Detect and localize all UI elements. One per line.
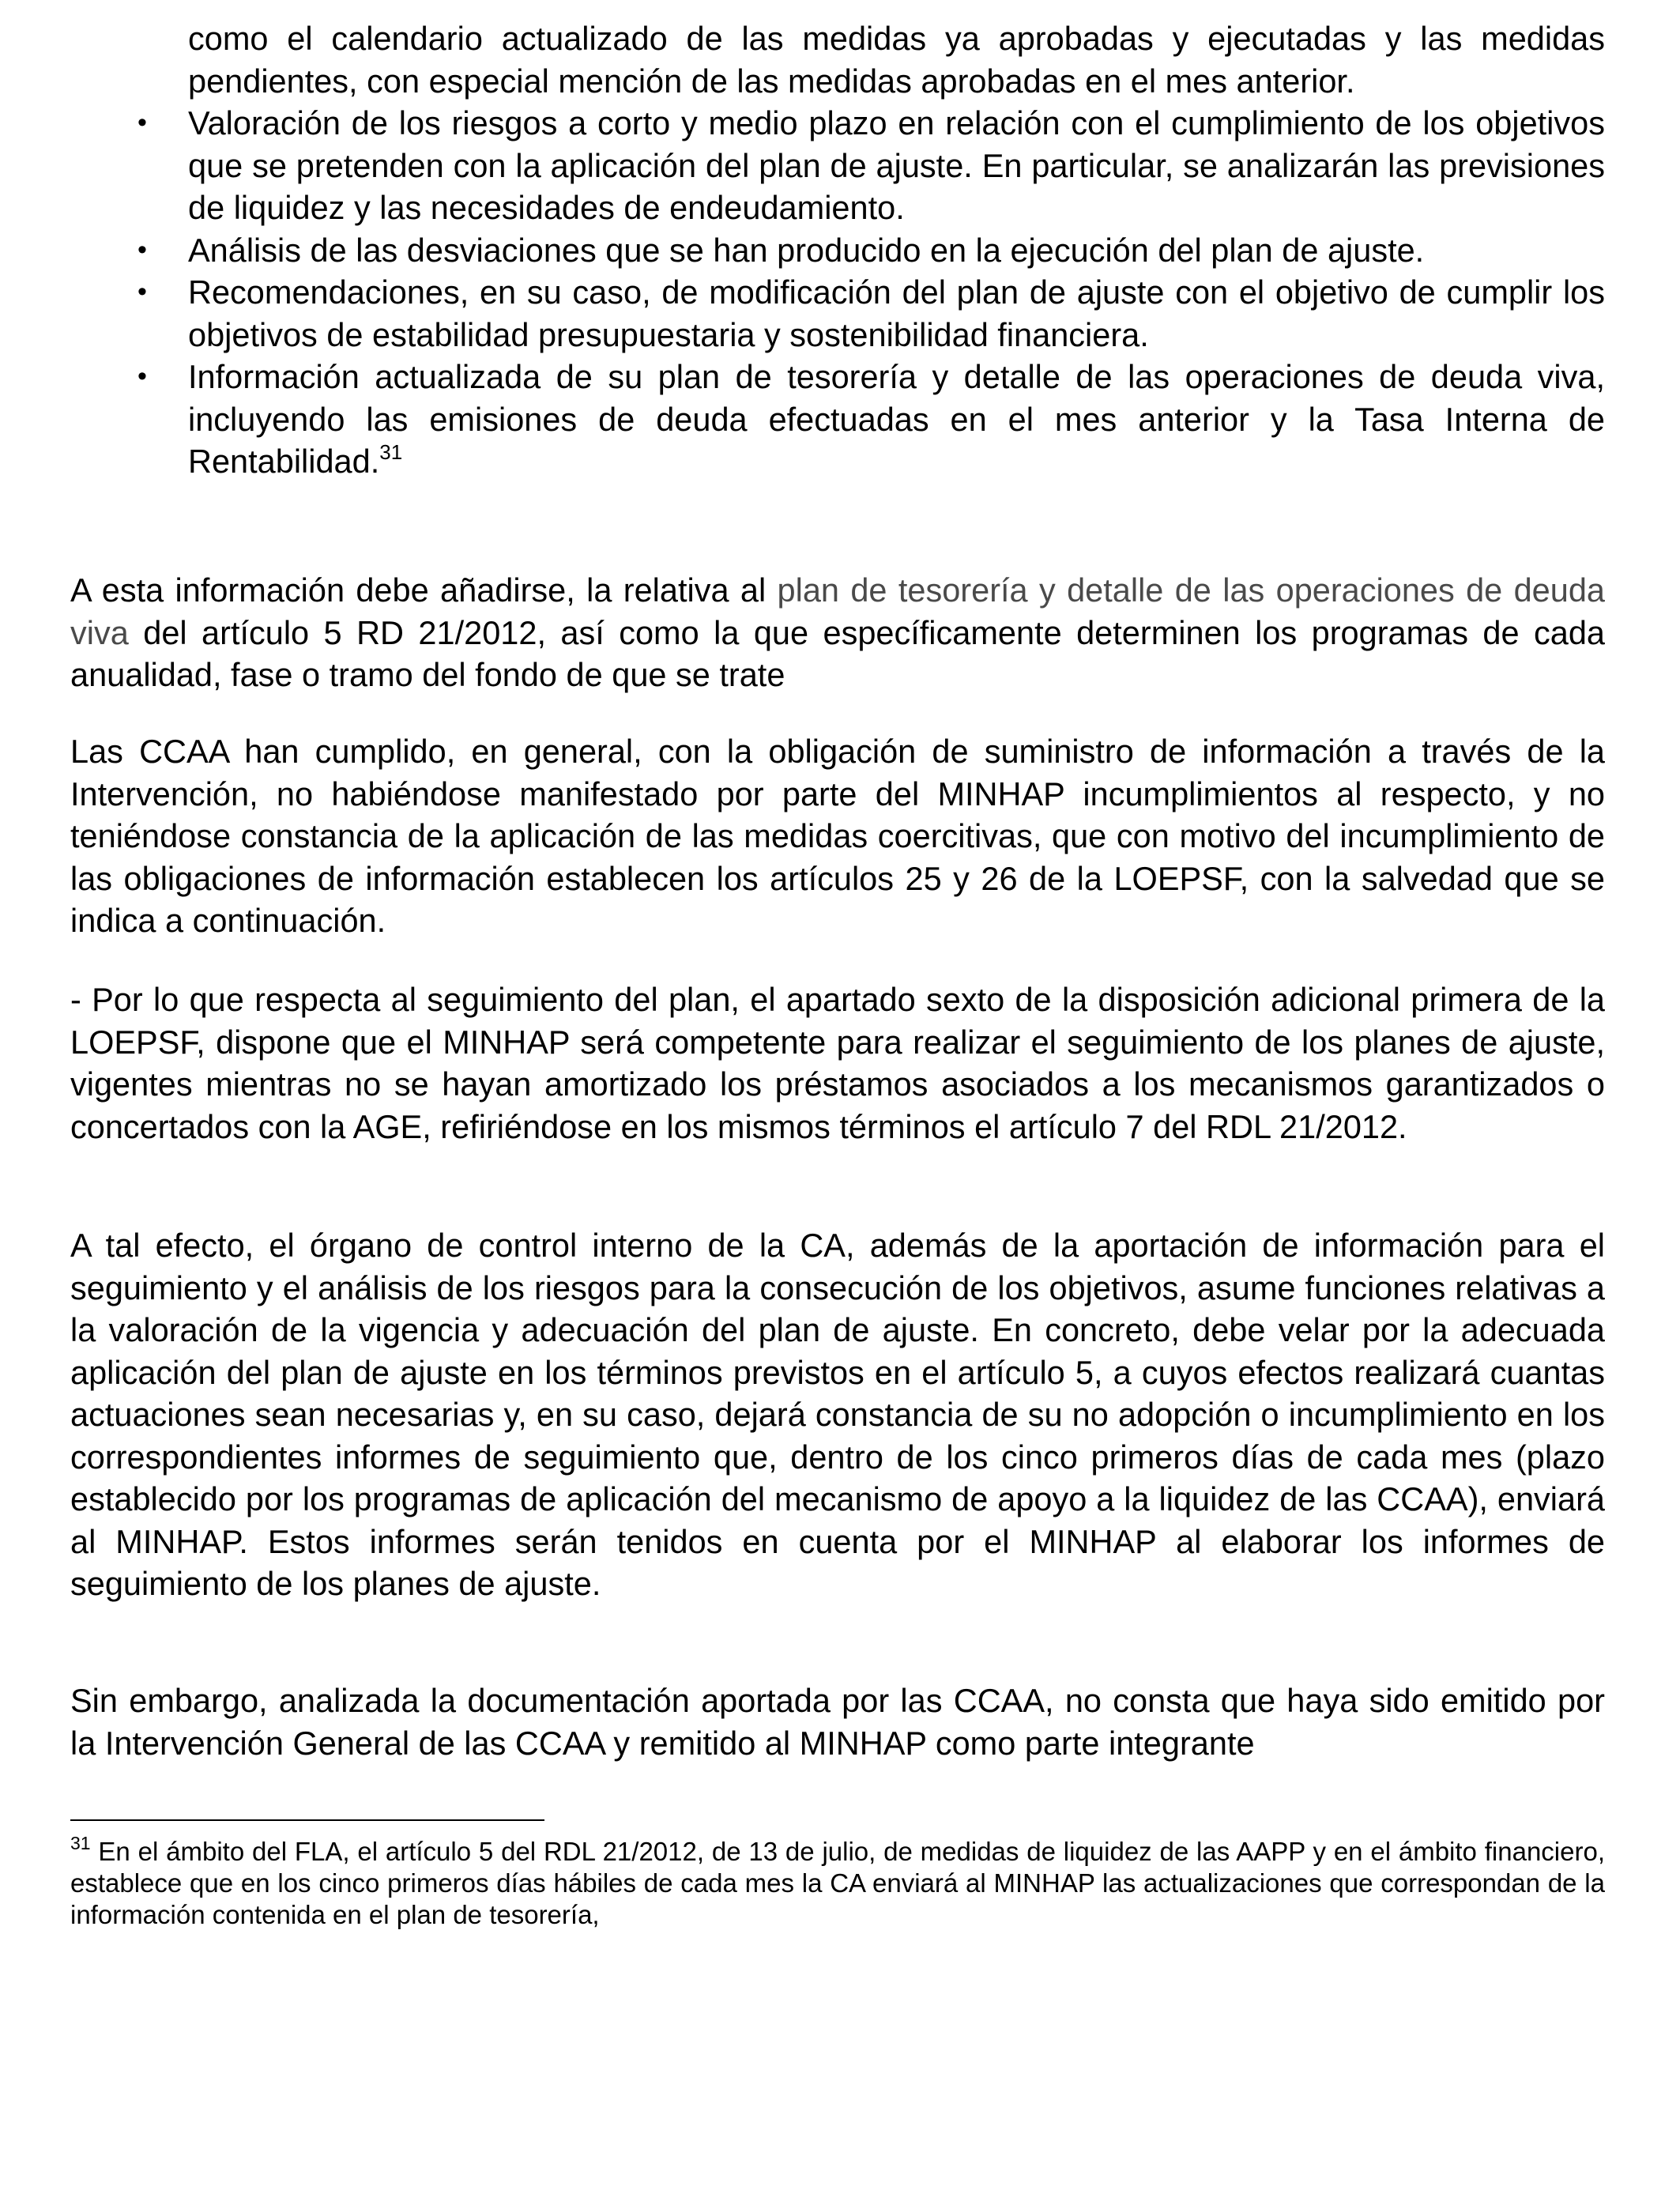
paragraph-text: del artículo 5 RD 21/2012, así como la que específicamente determinen los programas de cada anualidad, fase o tramo del fondo de que se trate bbox=[70, 613, 1605, 693]
footnote-text: En el ámbito del FLA, el artículo 5 del RDL 21/2012, de 13 de julio, de medidas de liquidez de las AAPP y en el ámbito financiero, establece que en los cinco primeros días hábiles de cada mes la CA enviará al MINHAP las actualizaciones que correspondan de la información contenida en el plan de tesorería, bbox=[70, 1837, 1605, 1929]
paragraph-ccaa-cumplimiento: Las CCAA han cumplido, en general, con la obligación de suministro de información a través de la Intervención, no habiéndose manifestado por parte del MINHAP incumplimientos al respecto, y no teniéndose constancia de la aplicación de las medidas coercitivas, que con motivo del incumplimiento de las obligaciones de información establecen los artículos 25 y 26 de la LOEPSF, con la salvedad que se indica a continuación. bbox=[70, 733, 1605, 939]
bullet-item-recomendaciones bbox=[70, 271, 1605, 356]
bullet-item-tesoreria bbox=[70, 356, 1605, 483]
paragraph-sin-embargo: Sin embargo, analizada la documentación aportada por las CCAA, no consta que haya sido emitido por la Intervención General de las CCAA y remitido al MINHAP como parte integrante bbox=[70, 1682, 1605, 1762]
footnote-reference[interactable]: 31 bbox=[379, 440, 403, 465]
bullet-item-desviaciones bbox=[70, 229, 1605, 272]
bullet-item-continuation bbox=[70, 17, 1605, 102]
footnote-number: 31 bbox=[70, 1833, 91, 1853]
footnote-divider bbox=[70, 1819, 544, 1821]
bullet-text: como el calendario actualizado de las medidas ya aprobadas y ejecutadas y las medidas pendientes, con especial mención de las medidas aprobadas en el mes anterior. bbox=[188, 20, 1605, 100]
bullet-marker-icon: • bbox=[137, 361, 147, 391]
paragraph-organo-control: A tal efecto, el órgano de control interno de la CA, además de la aportación de información para el seguimiento y el análisis de los riesgos para la consecución de los objetivos, asume funciones relativas a la valoración de la vigencia y adecuación del plan de ajuste. En concreto, debe velar por la adecuada aplicación del plan de ajuste en los términos previstos en el artículo 5, a cuyos efectos realizará cuantas actuaciones sean necesarias y, en su caso, dejará constancia de su no adopción o incumplimiento en los correspondientes informes de seguimiento que, dentro de los cinco primeros días de cada mes (plazo establecido por los programas de aplicación del mecanismo de apoyo a la liquidez de las CCAA), enviará al MINHAP. Estos informes serán tenidos en cuenta por el MINHAP al elaborar los informes de seguimiento de los planes de ajuste. bbox=[70, 1227, 1605, 1602]
bullet-marker-icon: • bbox=[137, 107, 147, 138]
bullet-marker-icon: • bbox=[137, 234, 147, 265]
paragraph-seguimiento-plan: - Por lo que respecta al seguimiento del plan, el apartado sexto de la disposición adicional primera de la LOEPSF, dispone que el MINHAP será competente para realizar el seguimiento de los planes de ajuste, vigentes mientras no se hayan amortizado los préstamos asociados a los mecanismos garantizados o concertados con la AGE, refiriéndose en los mismos términos el artículo 7 del RDL 21/2012. bbox=[70, 981, 1605, 1145]
bullet-item-riesgos bbox=[70, 102, 1605, 229]
paragraph-informacion-adicional bbox=[70, 569, 1605, 696]
bullet-text: Valoración de los riesgos a corto y medio plazo en relación con el cumplimiento de los objetivos que se pretenden con la aplicación del plan de ajuste. En particular, se analizarán las previsiones de liquidez y las necesidades de endeudamiento. bbox=[188, 104, 1605, 226]
paragraph-text: A esta información debe añadirse, la relativa al bbox=[70, 571, 778, 609]
highlighted-phrase: plan de tesorería y detalle de las operaciones de deuda viva bbox=[70, 571, 1605, 651]
bullet-text: Análisis de las desviaciones que se han producido en la ejecución del plan de ajuste. bbox=[188, 231, 1425, 269]
bullet-marker-icon: • bbox=[137, 277, 147, 307]
bullet-list bbox=[70, 17, 1605, 483]
bullet-text: Recomendaciones, en su caso, de modificación del plan de ajuste con el objetivo de cumplir los objetivos de estabilidad presupuestaria y sostenibilidad financiera. bbox=[188, 273, 1605, 353]
bullet-text: Información actualizada de su plan de tesorería y detalle de las operaciones de deuda viva, incluyendo las emisiones de deuda efectuadas en el mes anterior y la Tasa Interna de Rentabilidad. bbox=[188, 358, 1605, 480]
footnote-31 bbox=[70, 1833, 1605, 1931]
